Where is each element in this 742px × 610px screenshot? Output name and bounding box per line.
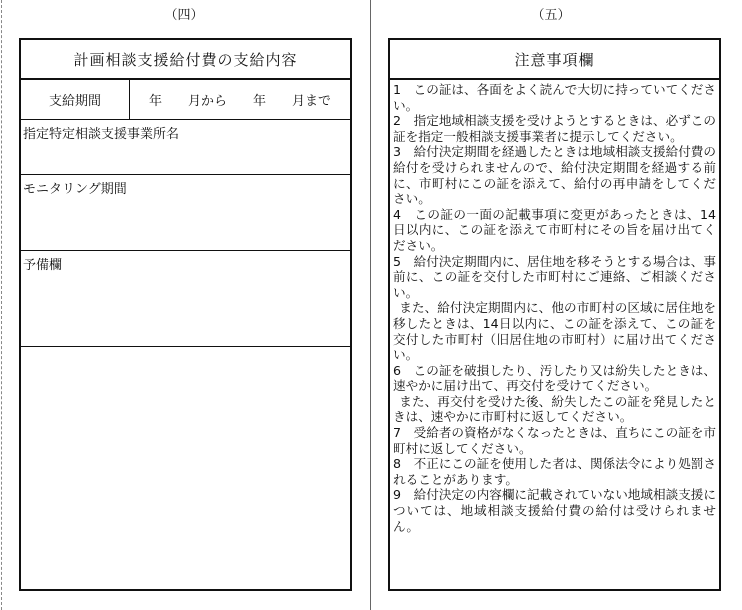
monitoring-period-label: モニタリング期間 [23, 182, 127, 197]
period-year-from: 年 [148, 94, 162, 109]
note-item: 9 給付決定の内容欄に記載されていない地域相談支援については、地域相談支援給付費の給付は受けられません。 [393, 487, 716, 534]
period-month-from: 月から [187, 94, 227, 109]
period-year-to: 年 [252, 94, 266, 109]
payment-period-row [21, 80, 350, 120]
office-name-label: 指定特定相談支援事業所名 [23, 127, 180, 142]
note-item: 3 給付決定期間を経過したときは地域相談支援給付費の給付を受けられませんので、給付決定期間を経過する前に、市町村にこの証を添えて、給付の再申請をしてください。 [393, 144, 716, 207]
note-item: 1 この証は、各面をよく読んで大切に持っていてください。 [393, 82, 716, 113]
cut-line [1, 0, 2, 610]
note-item: 6 この証を破損したり、汚したり又は紛失したときは、速やかに届け出て、再交付を受けてください。 [393, 362, 716, 394]
notes-list [390, 80, 719, 534]
page-divider [370, 0, 371, 610]
note-item: 4 この証の一面の記載事項に変更があったときは、14日以内に、この証を添えて市町村にその旨を届け出てください。 [393, 206, 716, 253]
monitoring-period-field [21, 175, 350, 251]
reserve-field [21, 251, 350, 347]
page-number-4: （四） [164, 8, 204, 23]
note-item: また、再交付を受けた後、紛失したこの証を発見したときは、速やかに市町村に返してください。 [393, 393, 716, 425]
benefit-content-panel [19, 38, 352, 591]
note-item: また、給付決定期間内に、他の市町村の区域に居住地を移したときは、14日以内に、この証を添えて、この証を交付した市町村（旧居住地の市町村）に届け出てください。 [393, 300, 716, 363]
note-item: 2 指定地域相談支援を受けようとするときは、必ずこの証を指定一般相談支援事業者に提示してください。 [393, 113, 716, 144]
note-item: 5 給付決定期間内に、居住地を移そうとする場合は、事前に、この証を交付した市町村にご連絡、ご相談ください。 [393, 253, 716, 300]
payment-period-range [130, 80, 350, 119]
reserve-label: 予備欄 [23, 258, 63, 273]
period-month-to: 月まで [291, 94, 331, 109]
payment-period-label: 支給期間 [21, 80, 130, 119]
benefit-content-title: 計画相談支援給付費の支給内容 [21, 40, 350, 80]
note-item: 8 不正にこの証を使用した者は、関係法令により処罰されることがあります。 [393, 456, 716, 487]
note-item: 7 受給者の資格がなくなったときは、直ちにこの証を市町村に返してください。 [393, 425, 716, 456]
page-number-5: （五） [531, 8, 571, 23]
notes-title: 注意事項欄 [390, 40, 719, 80]
office-name-field [21, 120, 350, 175]
notes-panel [388, 38, 721, 591]
